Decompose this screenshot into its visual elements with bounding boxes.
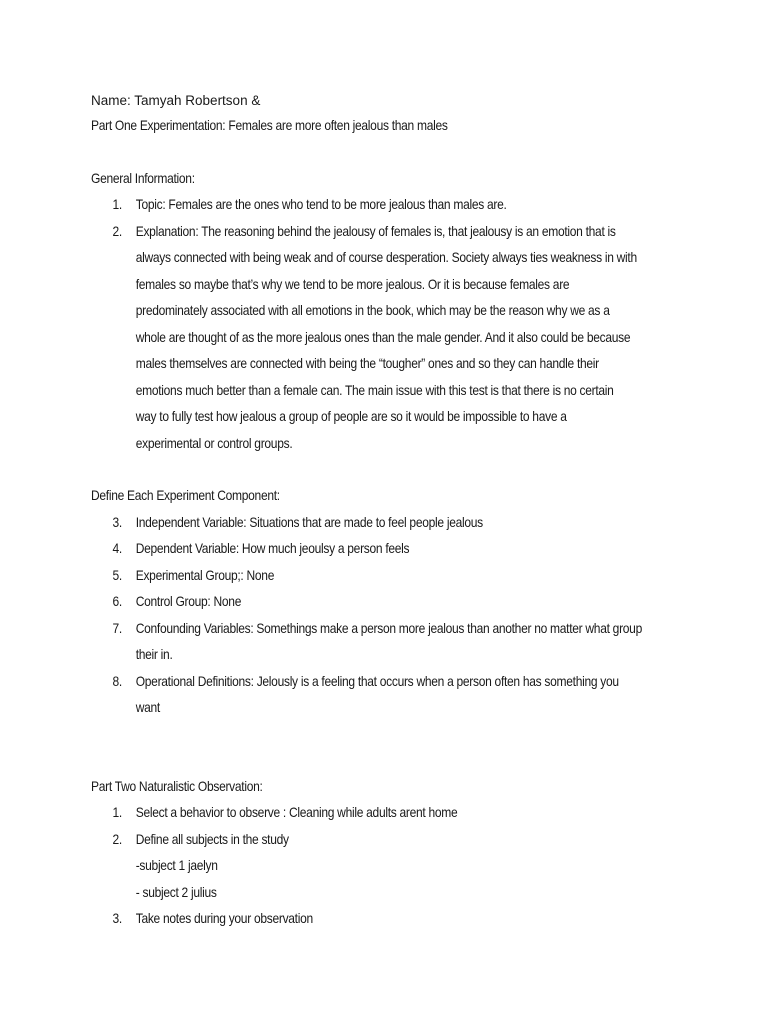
components-list: [91, 509, 693, 721]
list-item-text: emotions much better than a female can. The main issue with this test is that there is no certain: [135, 381, 614, 398]
general-information-list: [91, 191, 693, 456]
list-item-text: females so maybe that’s why we tend to be more jealous. Or it is because females are: [135, 275, 570, 292]
list-item-text: Explanation: The reasoning behind the jealousy of females is, that jealousy is an emotion that is: [135, 222, 616, 239]
document-page: [91, 90, 691, 932]
list-number: 5.: [112, 566, 122, 583]
list-item-text: experimental or control groups.: [135, 434, 293, 451]
list-item-text: Independent Variable: Situations that are made to feel people jealous: [135, 513, 483, 530]
part-one-title: Part One Experimentation: Females are more often jealous than males: [91, 117, 448, 133]
list-item-text: Define all subjects in the study: [135, 830, 289, 847]
list-number: 4.: [112, 540, 122, 556]
list-item-text: Take notes during your observation: [135, 910, 313, 926]
list-item-text: Topic: Females are the ones who tend to be more jealous than males are.: [135, 196, 507, 212]
list-item: [91, 535, 693, 562]
list-item-text: Control Group: None: [135, 593, 242, 609]
list-number: 6.: [112, 593, 122, 609]
list-item: [91, 218, 693, 457]
name-line: Name: Tamyah Robertson &: [91, 93, 261, 108]
list-number: 3.: [112, 910, 122, 926]
list-number: 1.: [112, 804, 122, 820]
list-number: 2.: [112, 222, 122, 239]
general-information-heading: General Information:: [91, 169, 195, 186]
list-item-text: their in.: [135, 646, 173, 662]
list-item: [91, 191, 693, 218]
list-item-text: Dependent Variable: How much jeoulsy a person feels: [135, 540, 410, 556]
list-item: [91, 562, 693, 589]
part-two-list: [91, 799, 693, 932]
document-body: [91, 112, 693, 932]
list-item: [91, 826, 693, 906]
list-item-text: Confounding Variables: Somethings make a person more jealous than another no matter what group: [135, 619, 642, 636]
list-item-text: always connected with being weak and of course desperation. Society always ties weakness in with: [135, 249, 637, 265]
list-item-text: Select a behavior to observe : Cleaning while adults arent home: [135, 804, 458, 820]
list-item: [91, 588, 693, 615]
list-item: [91, 615, 693, 668]
list-item-text: way to fully test how jealous a group of people are so it would be impossible to have a: [135, 408, 567, 424]
list-item-text: Operational Definitions: Jelously is a feeling that occurs when a person often has something you: [135, 672, 619, 689]
list-item-text: whole are thought of as the more jealous ones than the male gender. And it also could be because: [135, 328, 631, 345]
list-item-text: Experimental Group;: None: [135, 566, 275, 583]
list-item: [91, 799, 693, 826]
list-number: 2.: [112, 830, 122, 847]
list-number: 7.: [112, 619, 122, 636]
list-item-text: want: [135, 699, 160, 715]
list-number: 3.: [112, 513, 122, 530]
list-item: [91, 668, 693, 721]
list-item: [91, 905, 693, 932]
subject-entry: - subject 2 julius: [135, 883, 217, 900]
components-heading: Define Each Experiment Component:: [91, 487, 280, 503]
list-item-text: males themselves are connected with being the “tougher” ones and so they can handle their: [135, 355, 599, 371]
list-number: 1.: [112, 196, 122, 212]
list-number: 8.: [112, 672, 122, 689]
part-two-heading: Part Two Naturalistic Observation:: [91, 777, 263, 794]
subject-entry: -subject 1 jaelyn: [135, 857, 218, 873]
list-item: [91, 509, 693, 536]
list-item-text: predominately associated with all emotions in the book, which may be the reason why we as a: [135, 302, 610, 318]
